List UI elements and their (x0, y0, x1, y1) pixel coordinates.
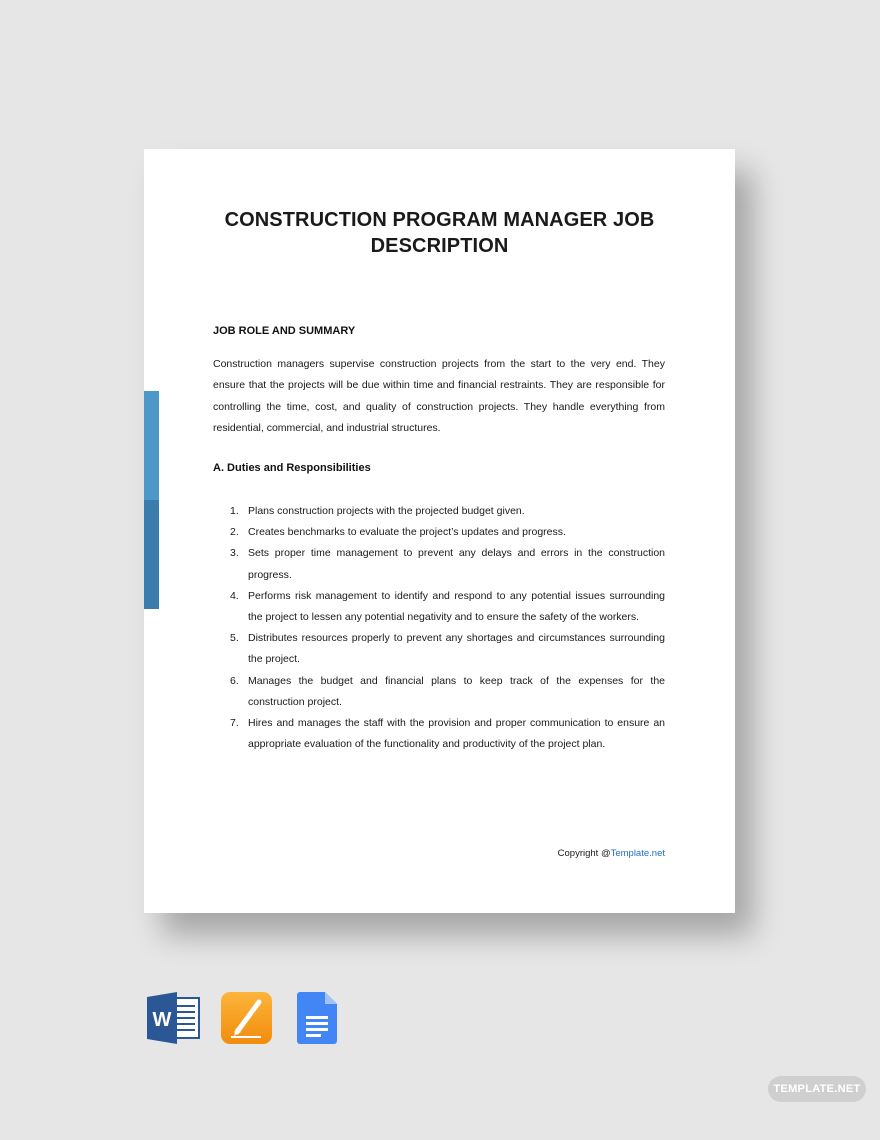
document-title-line2: DESCRIPTION (370, 235, 509, 257)
document-page (144, 149, 735, 913)
summary-paragraph: Construction managers supervise construction projects from the start to the very end. They ensure that the projects will be due within time and financial restraints. They are responsible for controlling the time, cost, and quality of construction projects. They handle everything from residential, commercial, and industrial structures. (213, 358, 665, 434)
list-item: 1. Plans construction projects with the projected budget given. (230, 505, 525, 517)
microsoft-word-icon[interactable] (147, 992, 201, 1049)
copyright-link[interactable]: Template.net (610, 848, 665, 859)
duties-heading: A. Duties and Responsibilities (213, 462, 371, 474)
list-item: 4. Performs risk management to identify and respond to any potential issues surrounding the project to lessen any potential negativity and to ensure the safety of the workers. (230, 589, 665, 624)
copyright-line (558, 848, 665, 859)
list-item: 5. Distributes resources properly to prevent any shortages and circumstances surrounding the project. (230, 632, 665, 666)
list-item: 6. Manages the budget and financial plans to keep track of the expenses for the construction project. (230, 674, 665, 708)
document-title-line1: CONSTRUCTION PROGRAM MANAGER JOB (224, 209, 655, 231)
side-accent-tab (144, 391, 159, 609)
list-item: 2. Creates benchmarks to evaluate the project’s updates and progress. (230, 526, 566, 539)
document-title (144, 207, 735, 259)
list-item: 7. Hires and manages the staff with the provision and proper communication to ensure an appropriate evaluation of the functionality and productivity of the project plan. (230, 717, 665, 751)
copyright-prefix: Copyright @ (557, 848, 611, 859)
template-net-badge[interactable]: TEMPLATE.NET (768, 1076, 866, 1102)
duties-list (213, 501, 665, 755)
google-docs-icon[interactable] (297, 992, 337, 1049)
list-item: 3. Sets proper time management to prevent any delays and errors in the construction progress. (230, 547, 665, 581)
apple-pages-icon[interactable] (221, 992, 272, 1049)
word-letter: W (152, 1009, 172, 1031)
section-heading: JOB ROLE AND SUMMARY (213, 325, 356, 337)
